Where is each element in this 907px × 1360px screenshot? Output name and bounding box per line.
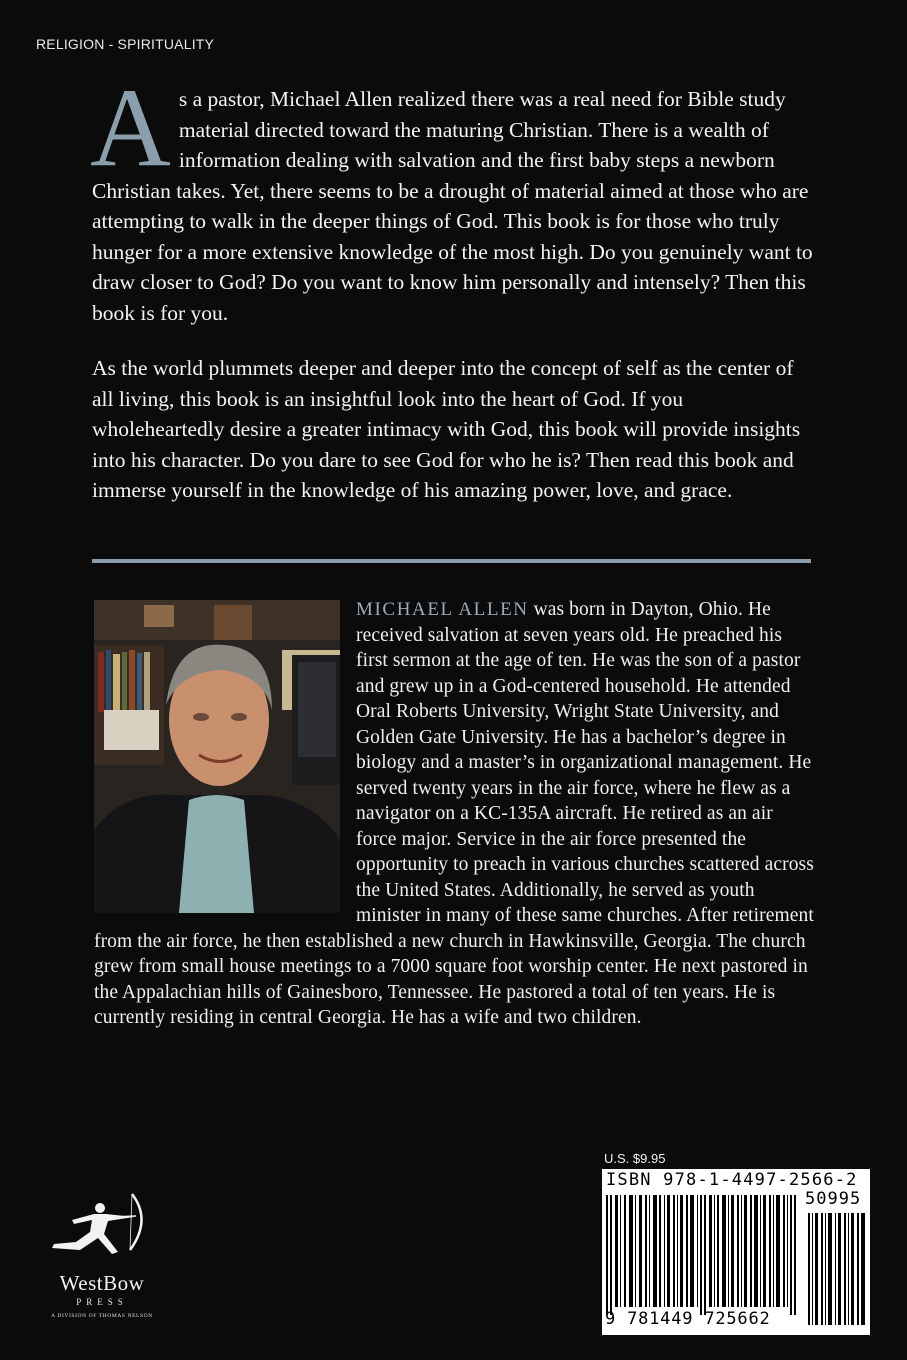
price-label: U.S. $9.95 (604, 1151, 666, 1166)
publisher-logo (34, 1190, 170, 1340)
publisher-division: A DIVISION OF THOMAS NELSON (51, 1313, 153, 1319)
publisher-press: PRESS (76, 1297, 128, 1307)
author-photo (94, 600, 340, 913)
barcode-price-code: 50995 (805, 1189, 862, 1209)
author-name: MICHAEL ALLEN (356, 599, 529, 620)
category-label: RELIGION - SPIRITUALITY (36, 36, 215, 52)
blurb-paragraph-1 (90, 66, 818, 328)
drop-cap: A (90, 66, 171, 190)
author-bio (94, 597, 816, 1031)
blurb-paragraph-1-text: s a pastor, Michael Allen realized there was a real need for Bible study material directed toward the maturing Christian. There is a wealth of information dealing with salvation and the first baby steps a newborn Christian takes. Yet, there seems to be a drought of material aimed at those who are attempting to walk in the deeper things of God. This book is for those who truly hunger for a more extensive knowledge of the most high. Do you genuinely want to draw closer to God? Do you want to know him personally and intensely? Then this book is for you. (92, 87, 813, 325)
section-divider (92, 559, 811, 563)
publisher-name: WestBow (59, 1271, 145, 1295)
isbn-text: ISBN 978-1-4497-2566-2 (606, 1170, 858, 1190)
ean-digits: 9 781449 725662 (605, 1309, 771, 1329)
archer-icon (34, 1190, 170, 1270)
blurb-paragraph-2: As the world plummets deeper and deeper into the concept of self as the center of all living, this book is an insightful look into the heart of God. If you wholeheartedly desire a greater intimacy with God, this book will provide insights into his character. Do you dare to see God for who he is? Then read this book and immerse yourself in the knowledge of his amazing power, love, and grace. (92, 356, 801, 502)
barcode (602, 1169, 870, 1335)
author-bio-text: was born in Dayton, Ohio. He received salvation at seven years old. He preached his first sermon at the age of ten. He was the son of a pastor and grew up in a God-centered household. He attended Oral Roberts University, Wright State University, and Golden Gate University. He has a bachelor’s degree in biology and a master’s in organizational management. He served twenty years in the air force, where he flew as a navigator on a KC-135A aircraft. He retired as an air force major. Service in the air force presented the opportunity to preach in various churches scattered across the United States. Additionally, he served as youth minister in many of these same churches. After retirement from the air force, he then established a new church in Hawkinsville, Georgia. The church grew from small house meetings to a 7000 square foot worship center. He next pastored in the Appalachian hills of Gainesboro, Tennessee. He pastored a total of ten years. He is currently residing in central Georgia. He has a wife and two children. (94, 599, 814, 1028)
